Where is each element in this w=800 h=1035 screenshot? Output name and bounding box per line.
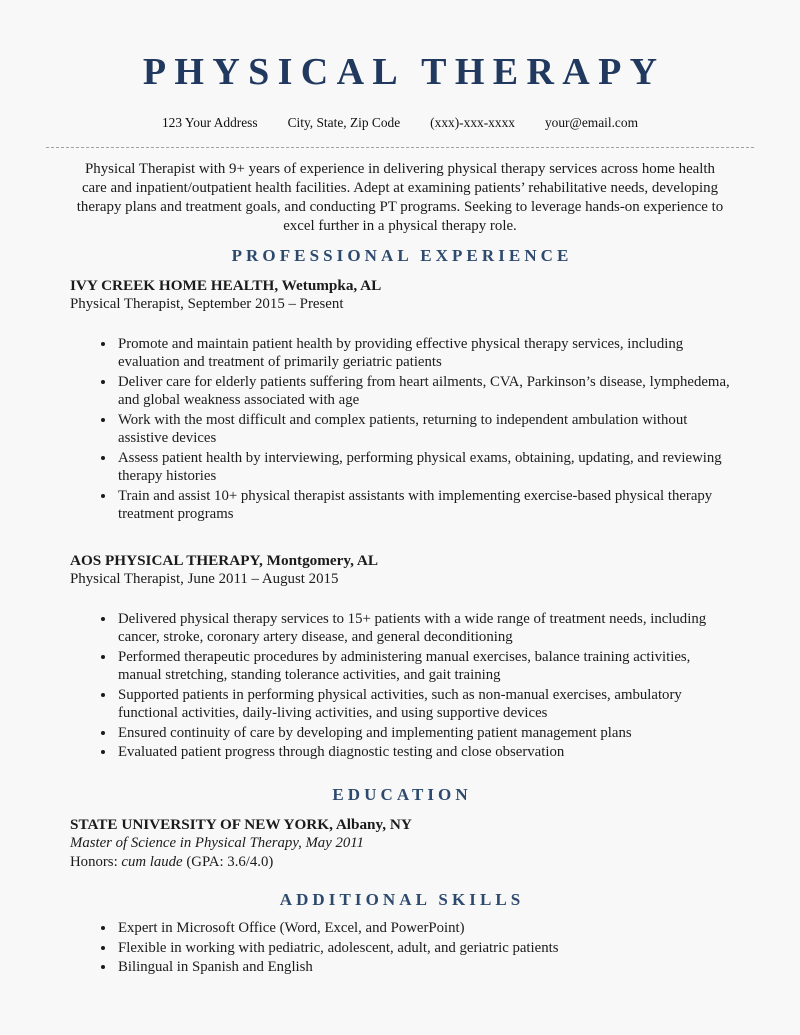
job-role-line: Physical Therapist, September 2015 – Present (70, 295, 344, 312)
bullet-item: • Flexible in working with pediatric, adolescent, adult, and geriatric patients (116, 939, 730, 958)
bullet-item: • Evaluated patient progress through diagnostic testing and close observation (116, 743, 730, 762)
education-school-line: STATE UNIVERSITY OF NEW YORK, Albany, NY (70, 815, 412, 833)
job-bullet-list (70, 335, 730, 524)
education-honors-line (70, 853, 730, 872)
honors-prefix: Honors: (70, 853, 122, 870)
section-heading-professional-experience: PROFESSIONAL EXPERIENCE (231, 245, 573, 265)
bullet-item: • Work with the most difficult and complex patients, returning to independent ambulation without assistive devices (116, 411, 730, 448)
contact-address: 123 Your Address (161, 115, 258, 130)
job-company-line: AOS PHYSICAL THERAPY, Montgomery, AL (70, 551, 379, 569)
skills-bullet-list (70, 919, 730, 977)
bullet-item: • Promote and maintain patient health by providing effective physical therapy services, including evaluation and treatment of primarily geriatric patients (116, 335, 730, 372)
contact-phone: (xxx)-xxx-xxxx (430, 115, 515, 130)
bullet-item: • Deliver care for elderly patients suffering from heart ailments, CVA, Parkinson’s disease, lymphedema, and global weakness associated with age (116, 373, 730, 410)
job-bullet-list (70, 610, 730, 762)
job-company-line: IVY CREEK HOME HEALTH, Wetumpka, AL (70, 276, 382, 294)
bullet-item: • Supported patients in performing physical activities, such as non-manual exercises, ambulatory functional activities, daily-living activities, and using supportive devices (116, 686, 730, 723)
bullet-item: • Delivered physical therapy services to 15+ patients with a wide range of treatment needs, including cancer, stroke, coronary artery disease, and general deconditioning (116, 610, 730, 647)
honors-gpa: (GPA: 3.6/4.0) (182, 853, 274, 870)
contact-city-state-zip: City, State, Zip Code (287, 115, 401, 130)
contact-email: your@email.com (544, 115, 638, 130)
section-heading-additional-skills: ADDITIONAL SKILLS (279, 890, 525, 909)
section-heading-education: EDUCATION (332, 784, 472, 804)
bullet-item: • Bilingual in Spanish and English (116, 958, 730, 977)
bullet-item: • Ensured continuity of care by developing and implementing patient management plans (116, 724, 730, 743)
experience-job-2 (70, 551, 730, 762)
bullet-item: • Performed therapeutic procedures by administering manual exercises, balance training activities, manual stretching, standing tolerance activities, and gait training (116, 648, 730, 685)
bullet-item: • Assess patient health by interviewing, performing physical exams, obtaining, updating, and reviewing therapy histories (116, 449, 730, 486)
education-degree-line: Master of Science in Physical Therapy, May 2011 (70, 835, 364, 851)
resume-title: PHYSICAL THERAPY (142, 51, 666, 93)
resume-body (0, 160, 800, 977)
job-role-line: Physical Therapist, June 2011 – August 2015 (70, 570, 339, 587)
bullet-item: • Expert in Microsoft Office (Word, Excel, and PowerPoint) (116, 919, 730, 938)
experience-job-1 (70, 276, 730, 524)
header-divider (46, 147, 754, 148)
honors-latin: cum laude (121, 853, 183, 870)
bullet-item: • Train and assist 10+ physical therapist assistants with implementing exercise-based physical therapy treatment programs (116, 487, 730, 524)
summary-paragraph: Physical Therapist with 9+ years of experience in delivering physical therapy services across home health care and inpatient/outpatient health facilities. Adept at examining patients’ rehabilitative needs, developing therapy plans and treatment goals, and conducting PT programs. Seeking to leverage hands-on experience to excel further in a physical therapy role. (76, 160, 724, 234)
education-block (70, 816, 730, 872)
contact-info-row (0, 114, 800, 133)
